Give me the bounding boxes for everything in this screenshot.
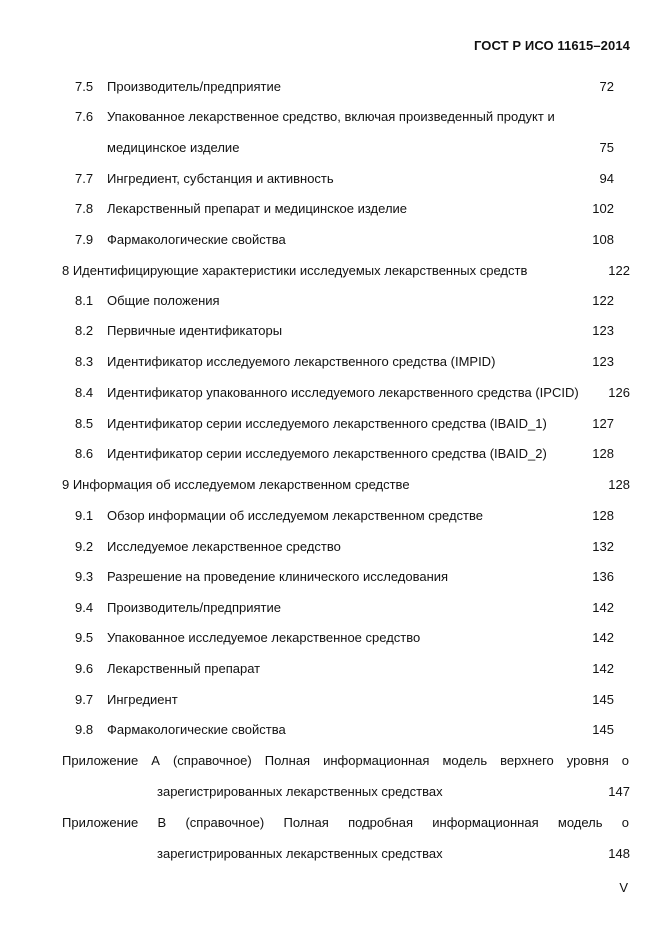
toc-section-heading <box>0 262 661 280</box>
toc-row-page: 128 <box>608 477 630 492</box>
toc-row-title: Производитель/предприятие <box>107 79 281 94</box>
toc-appendix-a-continuation <box>0 783 661 801</box>
toc-row-title: Общие положения <box>107 293 220 308</box>
toc-row-page: 148 <box>608 846 630 861</box>
toc-row-title: Фармакологические свойства <box>107 722 286 737</box>
toc-row-page: 132 <box>592 539 614 554</box>
toc-row <box>0 384 661 402</box>
toc-row-number: 8.6 <box>75 446 94 461</box>
toc-row-title: Ингредиент <box>107 692 178 707</box>
toc-row-title: Ингредиент, субстанция и активность <box>107 171 334 186</box>
toc-row <box>0 599 661 617</box>
toc-row-title: Разрешение на проведение клинического исследования <box>107 569 449 584</box>
toc-row <box>0 292 661 310</box>
toc-row <box>0 353 661 371</box>
toc-row-page: 123 <box>592 323 614 338</box>
toc-row-number: 9.8 <box>75 722 94 737</box>
toc-row-number: 8.4 <box>75 385 94 400</box>
toc-appendix-title-continuation: зарегистрированных лекарственных средствах <box>157 784 443 799</box>
toc-row-page: 127 <box>592 416 614 431</box>
toc-section-title: 9 Информация об исследуемом лекарственном средстве <box>62 477 410 492</box>
toc-row-continuation <box>0 139 661 157</box>
toc-row-number: 9.5 <box>75 630 94 645</box>
toc-row-page: 128 <box>592 508 614 523</box>
toc-row-number: 7.9 <box>75 232 94 247</box>
toc-row-page: 122 <box>608 263 630 278</box>
toc-appendix-b-continuation <box>0 845 661 863</box>
toc-row-page: 126 <box>608 385 630 400</box>
toc-row-page: 142 <box>592 630 614 645</box>
toc-row <box>0 231 661 249</box>
toc-appendix-title: Приложение А (справочное) Полная информационная модель верхнего уровня о <box>62 753 629 768</box>
toc-row-page: 75 <box>599 140 614 155</box>
toc-row <box>0 691 661 709</box>
toc-appendix-title-continuation: зарегистрированных лекарственных средствах <box>157 846 443 861</box>
toc-row <box>0 568 661 586</box>
toc-appendix-b <box>0 814 661 832</box>
toc-row-page: 123 <box>592 354 614 369</box>
toc-row-page: 102 <box>592 201 614 216</box>
toc-row-title: Фармакологические свойства <box>107 232 286 247</box>
toc-appendix-title: Приложение В (справочное) Полная подробная информационная модель о <box>62 815 629 830</box>
toc-row-title: Лекарственный препарат и медицинское изделие <box>107 201 408 216</box>
toc-row <box>0 445 661 463</box>
toc-row-number: 9.6 <box>75 661 94 676</box>
toc-row-title: Идентификатор серии исследуемого лекарственного средства (IBAID_1) <box>107 416 547 431</box>
page-number: V <box>619 880 628 895</box>
toc-row-page: 142 <box>592 600 614 615</box>
toc-row-page: 145 <box>592 722 614 737</box>
toc-row-number: 7.7 <box>75 171 94 186</box>
toc-row-title: Лекарственный препарат <box>107 661 261 676</box>
toc-row <box>0 322 661 340</box>
toc-row-page: 122 <box>592 293 614 308</box>
toc-row-number: 9.1 <box>75 508 94 523</box>
toc-row-number: 8.2 <box>75 323 94 338</box>
toc-row-title: Производитель/предприятие <box>107 600 281 615</box>
toc-row-page: 128 <box>592 446 614 461</box>
toc-row <box>0 507 661 525</box>
toc-row-title: медицинское изделие <box>107 140 240 155</box>
toc-row-title: Идентификатор серии исследуемого лекарственного средства (IBAID_2) <box>107 446 547 461</box>
toc-row-number: 7.8 <box>75 201 94 216</box>
toc-row-number: 9.7 <box>75 692 94 707</box>
toc-section-heading <box>0 476 661 494</box>
toc-row-number: 8.5 <box>75 416 94 431</box>
toc-row-number: 9.4 <box>75 600 94 615</box>
toc-row <box>0 108 661 126</box>
toc-row-page: 72 <box>599 79 614 94</box>
toc-row-page: 136 <box>592 569 614 584</box>
toc-row-page: 94 <box>599 171 614 186</box>
toc-section-title: 8 Идентифицирующие характеристики исследуемых лекарственных средств <box>62 263 528 278</box>
toc-row-title: Идентификатор упакованного исследуемого лекарственного средства (IPCID) <box>107 385 579 400</box>
toc-row <box>0 78 661 96</box>
toc-row-page: 147 <box>608 784 630 799</box>
toc-row-title: Упакованное исследуемое лекарственное средство <box>107 630 421 645</box>
toc-row-number: 7.6 <box>75 109 94 124</box>
toc-row <box>0 538 661 556</box>
toc-row <box>0 170 661 188</box>
toc-row <box>0 660 661 678</box>
toc-row <box>0 629 661 647</box>
toc-row-page: 108 <box>592 232 614 247</box>
toc-row-page: 145 <box>592 692 614 707</box>
toc-appendix-a <box>0 752 661 770</box>
toc-row-title: Исследуемое лекарственное средство <box>107 539 341 554</box>
document-header: ГОСТ Р ИСО 11615–2014 <box>473 38 630 53</box>
toc-row-number: 7.5 <box>75 79 94 94</box>
toc-row <box>0 200 661 218</box>
toc-row-number: 9.2 <box>75 539 94 554</box>
toc-row <box>0 721 661 739</box>
toc-row-title: Первичные идентификаторы <box>107 323 283 338</box>
toc-row-number: 9.3 <box>75 569 94 584</box>
toc-row-number: 8.3 <box>75 354 94 369</box>
toc-row-number: 8.1 <box>75 293 94 308</box>
toc-row-title: Обзор информации об исследуемом лекарственном средстве <box>107 508 484 523</box>
toc-row-title: Идентификатор исследуемого лекарственного средства (IMPID) <box>107 354 496 369</box>
toc-row-title: Упакованное лекарственное средство, включая произведенный продукт и <box>107 109 555 124</box>
toc-row-page: 142 <box>592 661 614 676</box>
toc-row <box>0 415 661 433</box>
